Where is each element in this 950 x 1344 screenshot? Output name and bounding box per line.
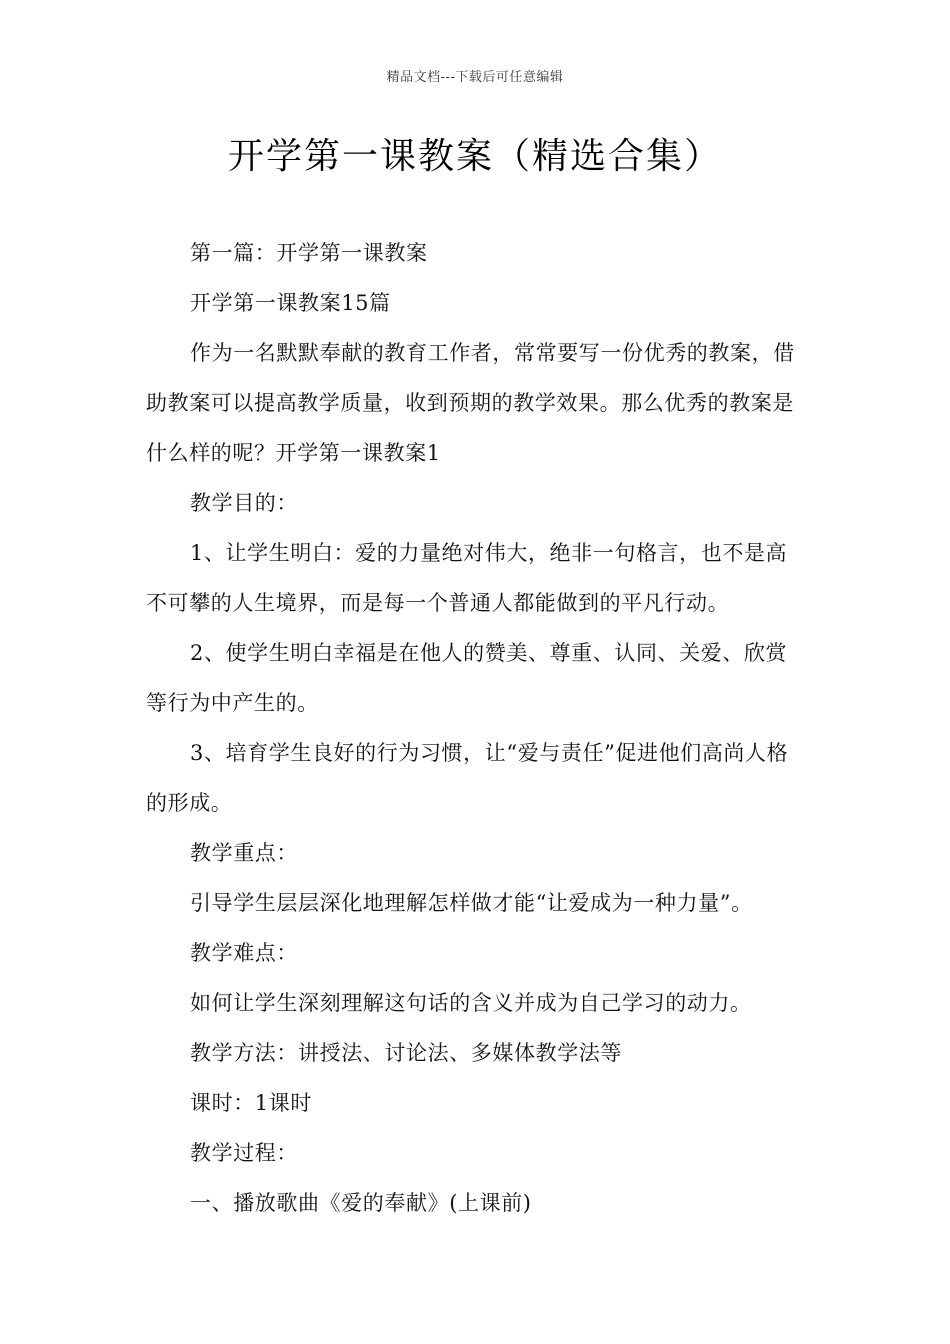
paragraph: 3、培育学生良好的行为习惯，让“爱与责任”促进他们高尚人格的形成。 [146,741,789,815]
document-body [146,228,806,1228]
paragraph: 教学目的： [190,491,298,515]
paragraph: 教学方法：讲授法、讨论法、多媒体教学法等 [190,1041,622,1065]
paragraph: 教学过程： [190,1141,298,1165]
paragraph: 课时：1课时 [190,1091,312,1115]
paragraph: 作为一名默默奉献的教育工作者，常常要写一份优秀的教案，借助教案可以提高教学质量，收到预期的教学效果。那么优秀的教案是什么样的呢？开学第一课教案1 [146,341,795,465]
paragraph: 2、使学生明白幸福是在他人的赞美、尊重、认同、关爱、欣赏等行为中产生的。 [146,641,788,715]
paragraph: 引导学生层层深化地理解怎样做才能“让爱成为一种力量”。 [190,891,753,915]
paragraph: 1、让学生明白：爱的力量绝对伟大，绝非一句格言，也不是高不可攀的人生境界，而是每一个普通人都能做到的平凡行动。 [146,541,788,615]
header-note: 精品文档---下载后可任意编辑 [386,70,564,85]
paragraph: 一、播放歌曲《爱的奉献》(上课前) [190,1191,532,1215]
paragraph: 开学第一课教案15篇 [190,291,391,315]
document-title: 开学第一课教案（精选合集） [227,136,722,177]
paragraph: 如何让学生深刻理解这句话的含义并成为自己学习的动力。 [190,991,752,1015]
paragraph: 教学难点： [190,941,298,965]
paragraph: 教学重点： [190,841,298,865]
paragraph: 第一篇：开学第一课教案 [190,241,428,265]
